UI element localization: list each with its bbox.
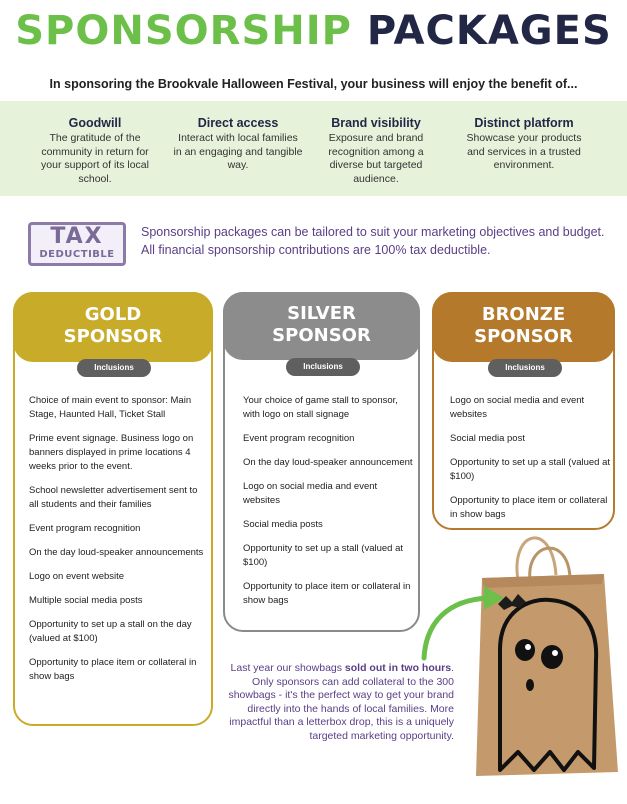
benefit-heading: Goodwill [68,116,122,130]
list-item: Multiple social media posts [29,595,143,606]
green-arrow-icon [418,582,508,662]
page-title [0,8,627,54]
silver-inclusions-list [243,394,413,618]
list-item: Opportunity to place item or collateral in show bags [450,495,608,520]
showbag-text-part2: . Only sponsors can add collateral to the 300 showbags - it's the perfect way to get your brand directly into the hands of local families. More impactful than a letterbox drop, this is a uniquely targeted marketing opportunity. [228,662,454,742]
tax-stamp-line1: TAX [50,224,104,249]
list-item: Logo on social media and event websites [243,481,378,506]
benefit-text: Interact with local families in an engaging and tangible way. [173,132,303,171]
list-item: Prime event signage. Business logo on banners displayed in prime locations 4 weeks prior to the event. [29,433,194,472]
benefit-goodwill [30,116,160,186]
list-item: Choice of main event to sponsor: Main Stage, Haunted Hall, Ticket Stall [29,395,192,420]
tax-stamp-line2: DEDUCTIBLE [39,249,115,260]
list-item: Your choice of game stall to sponsor, with logo on stall signage [243,395,398,420]
benefit-text: Exposure and brand recognition among a diverse but targeted audience. [328,132,424,185]
list-item: Opportunity to set up a stall on the day (valued at $100) [29,619,192,644]
list-item: Opportunity to set up a stall (valued at $100) [450,457,611,482]
showbag-text [222,662,454,743]
benefit-heading: Brand visibility [331,116,421,130]
list-item: Opportunity to place item or collateral in show bags [243,581,411,606]
list-item: On the day loud-speaker announcements [29,547,204,558]
showbag-text-part1: Last year our showbags [230,662,345,674]
list-item: On the day loud-speaker announcement [243,457,413,468]
benefit-heading: Direct access [197,116,279,130]
benefit-text: The gratitude of the community in return for your support of its local school. [41,132,149,185]
benefit-distinct-platform [459,116,589,173]
list-item: Opportunity to set up a stall (valued at $100) [243,543,404,568]
gold-package-header [13,292,213,362]
benefit-heading: Distinct platform [474,116,574,130]
bronze-title-line1: BRONZE [481,304,566,325]
gold-inclusions-list [29,394,209,694]
gold-title-line2: SPONSOR [63,326,163,347]
silver-inclusions-pill: Inclusions [286,358,360,376]
list-item: Event program recognition [29,523,141,534]
bronze-inclusions-pill: Inclusions [488,359,562,377]
bronze-inclusions-list [450,394,610,532]
tax-text: Sponsorship packages can be tailored to suit your marketing objectives and budget. All financial sponsorship contributions are 100% tax deductible. [141,225,605,257]
bronze-package-header [432,292,615,362]
list-item: Opportunity to place item or collateral in show bags [29,657,197,682]
title-word-packages: PACKAGES [366,8,612,54]
title-word-sponsorship: SPONSORSHIP [15,8,352,54]
list-item: Social media post [450,433,525,444]
list-item: Logo on social media and event websites [450,395,585,420]
intro-text: In sponsoring the Brookvale Halloween Festival, your business will enjoy the benefit of... [49,77,578,91]
showbag-text-highlight: sold out in two hours [344,662,452,674]
silver-title-line1: SILVER [287,303,356,324]
gold-package-card [13,292,213,726]
gold-inclusions-pill: Inclusions [77,359,151,377]
list-item: Social media posts [243,519,323,530]
bronze-title-line2: SPONSOR [474,326,573,347]
benefit-direct-access [173,116,303,173]
silver-package-header [223,292,420,360]
list-item: Logo on event website [29,571,125,582]
silver-package-card [223,292,420,632]
tax-deductible-stamp [28,222,126,266]
bronze-package-card [432,292,615,530]
benefit-brand-visibility [311,116,441,186]
list-item: Event program recognition [243,433,355,444]
list-item: School newsletter advertisement sent to all students and their families [29,485,198,510]
silver-title-line2: SPONSOR [272,325,371,346]
gold-title-line1: GOLD [84,304,142,325]
benefit-text: Showcase your products and services in a trusted environment. [466,132,582,171]
